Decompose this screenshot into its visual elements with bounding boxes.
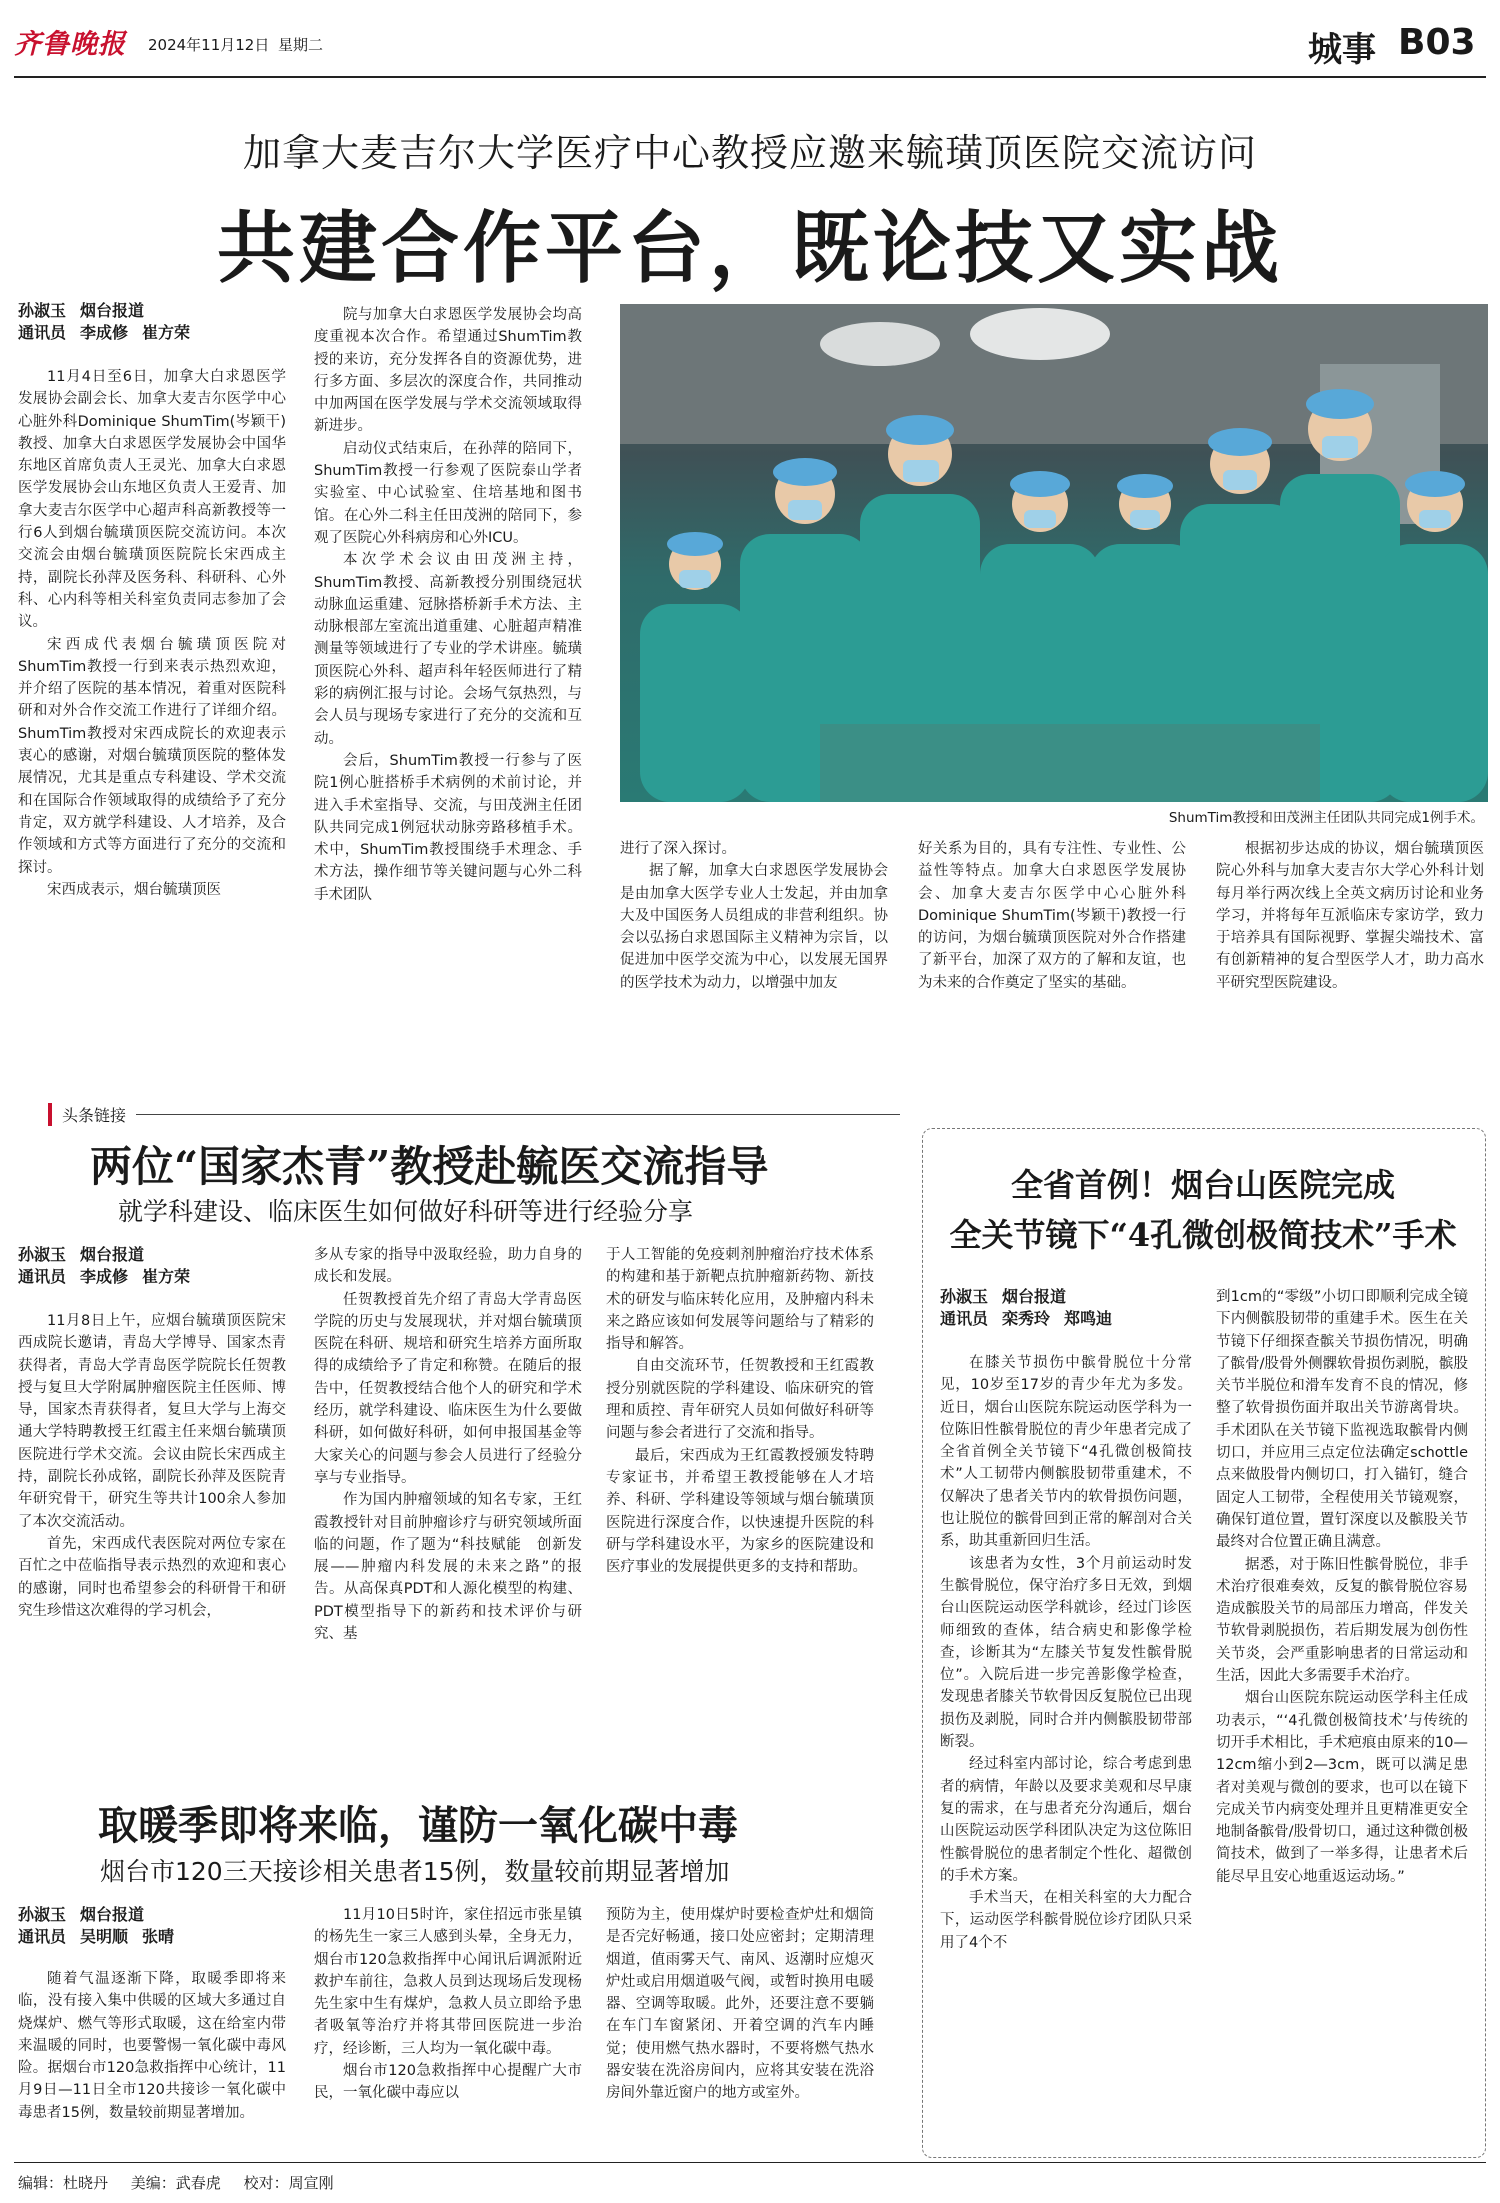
page-number: B03 (1398, 22, 1476, 63)
surgery-photo (620, 304, 1488, 802)
knee-col-1: 在膝关节损伤中髌骨脱位十分常见，10岁至17岁的青少年尤为多发。近日，烟台山医院东院运动医学科为一位陈旧性髌骨脱位的青少年患者完成了全省首例全关节镜下“4孔微创极简技术”人工韧带内侧髌股韧带重建术，不仅解决了患者关节内的软骨损伤问题，也让脱位的髌骨回到正常的解剖对合关系，助其重新回归生活。 该患者为女性，3个月前运动时发生髌骨脱位，保守治疗多日无效，到烟台山医院运动医学科就诊，经过门诊医师细致的查体，结合病史和影像学检查，诊断其为“左膝关节复发性髌骨脱位”。入院后进一步完善影像学检查，发现患者膝关节软骨因反复脱位已出现损伤及剥脱，同时合并内侧髌股韧带部断裂。 经过科室内部讨论，综合考虑到患者的病情，年龄以及要求美观和尽早康复的需求，在与患者充分沟通后，烟台山医院运动医学科团队决定为这位陈旧性髌骨脱位的患者制定个性化、超微创的手术方案。 手术当天，在相关科室的大力配合下，运动医学科髌骨脱位诊疗团队只采用了4个不 (940, 1355, 1192, 1951)
co-col-2: 11月10日5时许，家住招远市张星镇的杨先生一家三人感到头晕，全身无力，烟台市120急救指挥中心闻讯后调派附近救护车前往，急救人员到达现场后发现杨先生家中生有煤炉，急救人员立即给予患者吸氧等治疗并将其带回医院进一步治疗，经诊断，三人均为一氧化碳中毒。 烟台市120急救指挥中心提醒广大市民，一氧化碳中毒应以 (314, 1907, 582, 2102)
link-headline: 两位“国家杰青”教授赴毓医交流指导 (90, 1142, 769, 1191)
knee-headline-2: 全关节镜下“4孔微创极简技术”手术 (949, 1216, 1457, 1254)
footer-editor: 编辑：杜晓丹 (18, 2174, 109, 2192)
co-subhead: 烟台市120三天接诊相关患者15例，数量较前期显著增加 (100, 1857, 730, 1886)
co-headline: 取暖季即将来临，谨防一氧化碳中毒 (98, 1802, 738, 1849)
surgery-photo-illustration (620, 304, 1488, 802)
lead-col-3: 进行了深入探讨。 据了解，加拿大白求恩医学发展协会是由加拿大医学专业人士发起，并由加拿大及中国医务人员组成的非营利组织。协会以弘扬白求恩国际主义精神为宗旨，以促进加中医学交流为中心，以发展无国界的医学技术为动力，以增强中加友 (620, 841, 888, 991)
link-tag-rule (58, 1114, 900, 1115)
knee-headline-1: 全省首例！烟台山医院完成 (1010, 1166, 1395, 1204)
lead-headline: 共建合作平台，既论技又实战 (216, 203, 1283, 294)
footer-credits (18, 2172, 334, 2193)
footer-proofreader: 校对：周宣刚 (243, 2174, 334, 2192)
photo-caption: ShumTim教授和田茂洲主任团队共同完成1例手术。 (1168, 810, 1484, 826)
footer-designer: 美编：武春虎 (130, 2174, 221, 2192)
lead-col-5: 根据初步达成的协议，烟台毓璜顶医院心外科与加拿大麦吉尔大学心外科计划每月举行两次线上全英文病历讨论和业务学习，并将每年互派临床专家访学，致力于培养具有国际视野、掌握尖端技术、富有创新精神的复合型医学人才，助力高水平研究型医院建设。 (1216, 841, 1484, 991)
masthead-rule (14, 76, 1486, 78)
lead-kicker: 加拿大麦吉尔大学医疗中心教授应邀来毓璜顶医院交流访问 (242, 131, 1257, 175)
link-col-1: 11月8日上午，应烟台毓璜顶医院宋西成院长邀请，青岛大学博导、国家杰青获得者，青岛大学青岛医学院院长任贺教授与复旦大学附属肿瘤医院主任医师、博导，国家杰青获得者，复旦大学与上海交通大学特聘教授王红霞主任来烟台毓璜顶医院进行学术交流。会议由院长宋西成主持，副院长孙成铭，副院长孙萍及医院青年研究骨干，研究生等共计100余人参加了本次交流活动。 首先，宋西成代表医院对两位专家在百忙之中莅临指导表示热烈的欢迎和衷心的感谢，同时也希望参会的科研骨干和研究生珍惜这次难得的学习机会， (18, 1313, 286, 1619)
lead-byline: 孙淑玉 烟台报道 通讯员 李成修 崔方荣 (18, 301, 191, 342)
issue-date: 2024年11月12日 (148, 36, 270, 54)
lead-col-1: 11月4日至6日，加拿大白求恩医学发展协会副会长、加拿大麦吉尔医学中心心脏外科Dominique ShumTim(岑颖干)教授、加拿大白求恩医学发展协会中国华东地区首席负责人王灵光、加拿大白求恩医学发展协会山东地区负责人王爱青、加拿大麦吉尔医学中心超声科高新教授等一行6人到烟台毓璜顶医院交流访问。本次交流会由烟台毓璜顶医院院长宋西成主持，副院长孙萍及医务科、科研科、心外科、心内科等相关科室负责同志参加了会议。 宋西成代表烟台毓璜顶医院对ShumTim教授一行到来表示热烈欢迎，并介绍了医院的基本情况，着重对医院科研和对外合作交流工作进行了详细介绍。ShumTim教授对宋西成院长的欢迎表示衷心的感谢，对烟台毓璜顶医院的整体发展情况，尤其是重点专科建设、学术交流和在国际合作领域取得的成绩给予了充分肯定，双方就学科建设、人才培养，及合作领域和方式等方面进行了充分的交流和探讨。 宋西成表示，烟台毓璜顶医 (18, 369, 286, 898)
link-subhead: 就学科建设、临床医生如何做好科研等进行经验分享 (118, 1197, 694, 1226)
co-col-3: 预防为主，使用煤炉时要检查炉灶和烟筒是否完好畅通，接口处应密封；定期清理烟道，值雨雾天气、南风、返潮时应熄灭炉灶或启用烟道吸气阀，或暂时换用电暖器、空调等取暖。此外，还要注意不要躺在车门车窗紧闭、开着空调的汽车内睡觉；使用燃气热水器时，不要将燃气热水器安装在洗浴房间内，应将其安装在洗浴房间外靠近窗户的地方或室外。 (606, 1907, 874, 2102)
link-col-3: 于人工智能的免疫刺剂肿瘤治疗技术体系的构建和基于新靶点抗肿瘤新药物、新技术的研发与临床转化应用，及肿瘤内科未来之路应该如何发展等问题给与了精彩的指导和解答。 自由交流环节，任贺教授和王红霞教授分别就医院的学科建设、临床研究的管理和质控、青年研究人员如何做好科研等问题与参会者进行了交流和指导。 最后，宋西成为王红霞教授颁发特聘专家证书，并希望王教授能够在人才培养、科研、学科建设等领域与烟台毓璜顶医院进行深度合作，以快速提升医院的科研与学科建设水平，为家乡的医院建设和医疗事业的发展提供更多的支持和帮助。 (606, 1247, 874, 1576)
lead-col-4: 好关系为目的，具有专注性、专业性、公益性等特点。加拿大白求恩医学发展协会、加拿大麦吉尔医学中心心脏外科Dominique ShumTim(岑颖干)教授一行的访问，为烟台毓璜顶医院对外合作搭建了新平台，加深了双方的了解和友谊，也为未来的合作奠定了坚实的基础。 (918, 841, 1186, 991)
co-byline: 孙淑玉 烟台报道 通讯员 吴明顺 张晴 (18, 1905, 175, 1946)
link-col-2: 多从专家的指导中汲取经验，助力自身的成长和发展。 任贺教授首先介绍了青岛大学青岛医学院的历史与发展现状，并对烟台毓璜顶医院在科研、规培和研究生培养方面所取得的成绩给予了肯定和称赞。在随后的报告中，任贺教授结合他个人的研究和学术经历，就学科建设、临床医生为什么要做科研，如何做好科研，如何申报国基金等大家关心的问题与参会人员进行了经验分享与专业指导。 作为国内肿瘤领域的知名专家，王红霞教授针对目前肿瘤诊疗与研究领域所面临的问题，作了题为“科技赋能 创新发展——肿瘤内科发展的未来之路”的报告。从高保真PDT和人源化模型的构建、PDT模型指导下的新药和技术评价与研究、基 (314, 1247, 582, 1643)
issue-weekday: 星期二 (278, 36, 324, 54)
co-col-1: 随着气温逐渐下降，取暖季即将来临，没有接入集中供暖的区域大多通过自烧煤炉、燃气等形式取暖，这在给室内带来温暖的同时，也要警惕一氧化碳中毒风险。据烟台市120急救指挥中心统计，11月9日—11日全市120共接诊一氧化碳中毒患者15例，数量较前期显著增加。 (18, 1971, 286, 2121)
footer-rule (14, 2162, 1486, 2163)
knee-byline: 孙淑玉 烟台报道 通讯员 栾秀玲 郑鸣迪 (940, 1287, 1113, 1328)
link-byline: 孙淑玉 烟台报道 通讯员 李成修 崔方荣 (18, 1245, 191, 1286)
link-tag: 头条链接 (48, 1103, 136, 1126)
paper-logo: 齐鲁晚报 (14, 29, 126, 60)
knee-col-2: 到1cm的“零级”小切口即顺利完成全镜下内侧髌股韧带的重建手术。医生在关节镜下仔细探查髌关节损伤情况，明确了髌骨/股骨外侧髁软骨损伤剥脱，髌股关节半脱位和滑车发育不良的情况，修整了软骨损伤面并取出关节游离骨块。手术团队在关节镜下监视选取髌骨内侧切口，并应用三点定位法确定schottle点来做股骨内侧切口，打入锚钉，缝合固定人工韧带，全程使用关节镜观察，确保钉道位置，置钉深度以及髌股关节最终对合位置正确且满意。 据悉，对于陈旧性髌骨脱位，非手术治疗很难奏效，反复的髌骨脱位容易造成髌股关节的局部压力增高，伴发关节软骨剥脱损伤，若后期发展为创伤性关节炎，会严重影响患者的日常运动和生活，因此大多需要手术治疗。 烟台山医院东院运动医学科主任成功表示，“‘4孔微创极简技术’与传统的切开手术相比，手术疤痕由原来的10—12cm缩小到2—3cm，既可以满足患者对美观与微创的要求，也可以在镜下完成关节内病变处理并且更精准更安全地制备髌骨/股骨切口，通过这种微创极简技术，做到了一举多得，让患者术后能尽早且安心地重返运动场。” (1216, 1289, 1468, 1885)
section-name: 城事 (1308, 30, 1376, 70)
lead-col-2: 院与加拿大白求恩医学发展协会均高度重视本次合作。希望通过ShumTim教授的来访，充分发挥各自的资源优势，进行多方面、多层次的深度合作，共同推动中加两国在医学发展与学术交流领域取得新进步。 启动仪式结束后，在孙萍的陪同下，ShumTim教授一行参观了医院泰山学者实验室、中心试验室、住培基地和图书馆。在心外二科主任田茂洲的陪同下，参观了医院心外科病房和心外ICU。 本次学术会议由田茂洲主持，ShumTim教授、高新教授分别围绕冠状动脉血运重建、冠脉搭桥新手术方法、主动脉根部左室流出道重建、心脏超声精准测量等领域进行了专业的学术讲座。毓璜顶医院心外科、超声科年轻医师进行了精彩的病例汇报与讨论。会场气氛热烈，与会人员与现场专家进行了充分的交流和互动。 会后，ShumTim教授一行参与了医院1例心脏搭桥手术病例的术前讨论，并进入手术室指导、交流，与田茂洲主任团队共同完成1例冠状动脉旁路移植手术。术中，ShumTim教授围绕手术理念、手术方法，操作细节等关键问题与心外二科手术团队 (314, 307, 582, 903)
